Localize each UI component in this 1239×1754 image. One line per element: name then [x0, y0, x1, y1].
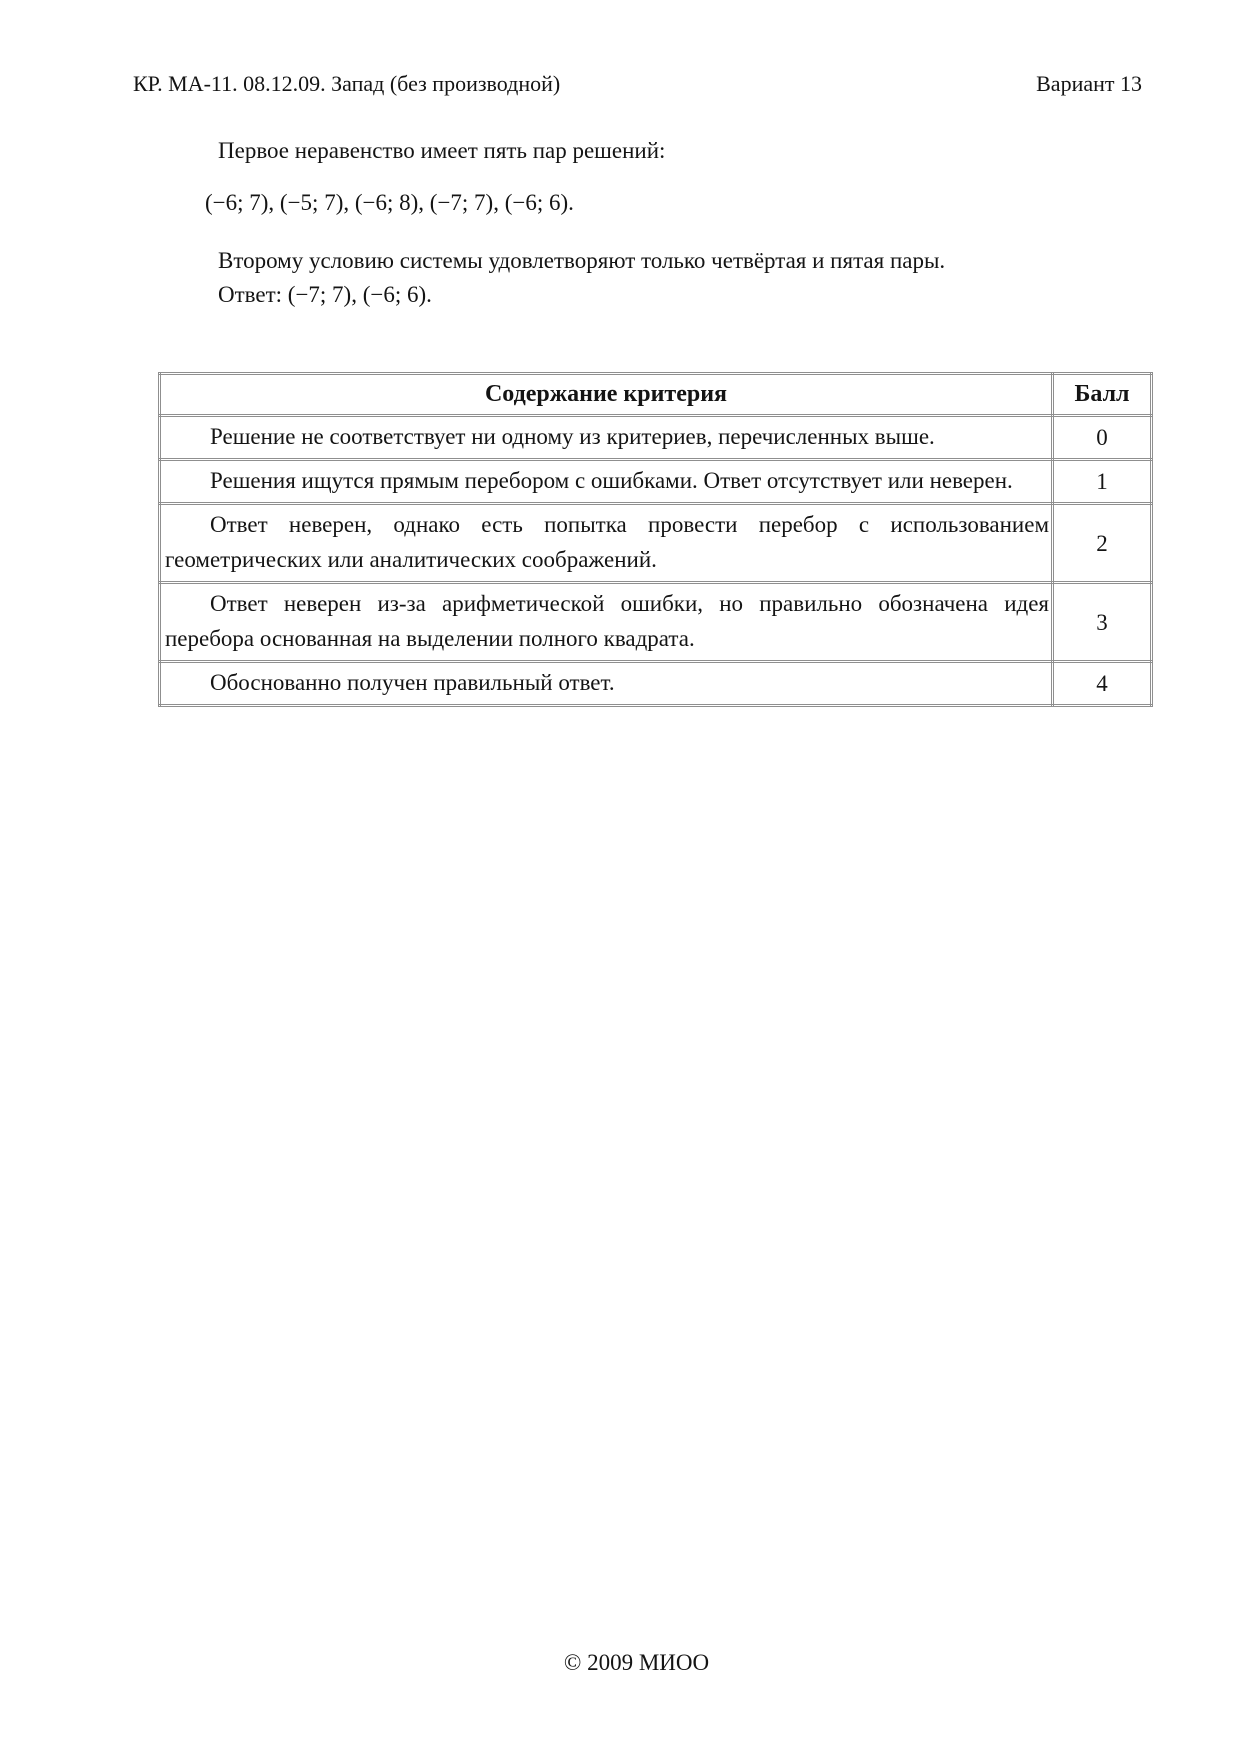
header-variant-label: Вариант 13 — [1036, 71, 1142, 96]
score-cell: 0 — [1053, 416, 1152, 460]
table-row — [160, 662, 1152, 706]
criterion-cell: Ответ неверен из-за арифметической ошибки, но правильно обозначена идея перебора основанная на выделении полного квадрата. — [160, 583, 1053, 662]
paragraph-answer: Ответ: (−7; 7), (−6; 6). — [218, 282, 432, 307]
table-row — [160, 416, 1152, 460]
criterion-cell: Решения ищутся прямым перебором с ошибками. Ответ отсутствует или неверен. — [160, 460, 1053, 504]
score-cell: 4 — [1053, 662, 1152, 706]
page-header — [0, 0, 1239, 98]
score-cell: 1 — [1053, 460, 1152, 504]
score-cell: 3 — [1053, 583, 1152, 662]
criterion-cell: Решение не соответствует ни одному из критериев, перечисленных выше. — [160, 416, 1053, 460]
criteria-table — [158, 372, 1153, 707]
paragraph-intro: Первое неравенство имеет пять пар решений: — [218, 138, 666, 163]
criterion-cell: Обоснованно получен правильный ответ. — [160, 662, 1053, 706]
paragraph-solution-pairs: (−6; 7), (−5; 7), (−6; 8), (−7; 7), (−6; 6). — [205, 190, 574, 215]
paragraph-second-condition: Второму условию системы удовлетворяют только четвёртая и пятая пары. — [218, 248, 946, 273]
copyright-text: © 2009 МИОО — [563, 1650, 710, 1675]
table-row — [160, 504, 1152, 583]
table-header-row — [160, 374, 1152, 416]
column-header-criterion: Содержание критерия — [160, 374, 1053, 416]
table-row — [160, 583, 1152, 662]
header-document-id: КР. МА-11. 08.12.09. Запад (без производной) — [133, 71, 561, 96]
criterion-cell: Ответ неверен, однако есть попытка провести перебор с использованием геометрических или аналитических соображений. — [160, 504, 1053, 583]
table-row — [160, 460, 1152, 504]
score-cell: 2 — [1053, 504, 1152, 583]
column-header-score: Балл — [1053, 374, 1152, 416]
page-footer — [133, 1648, 1140, 1678]
document-body — [0, 134, 1239, 707]
